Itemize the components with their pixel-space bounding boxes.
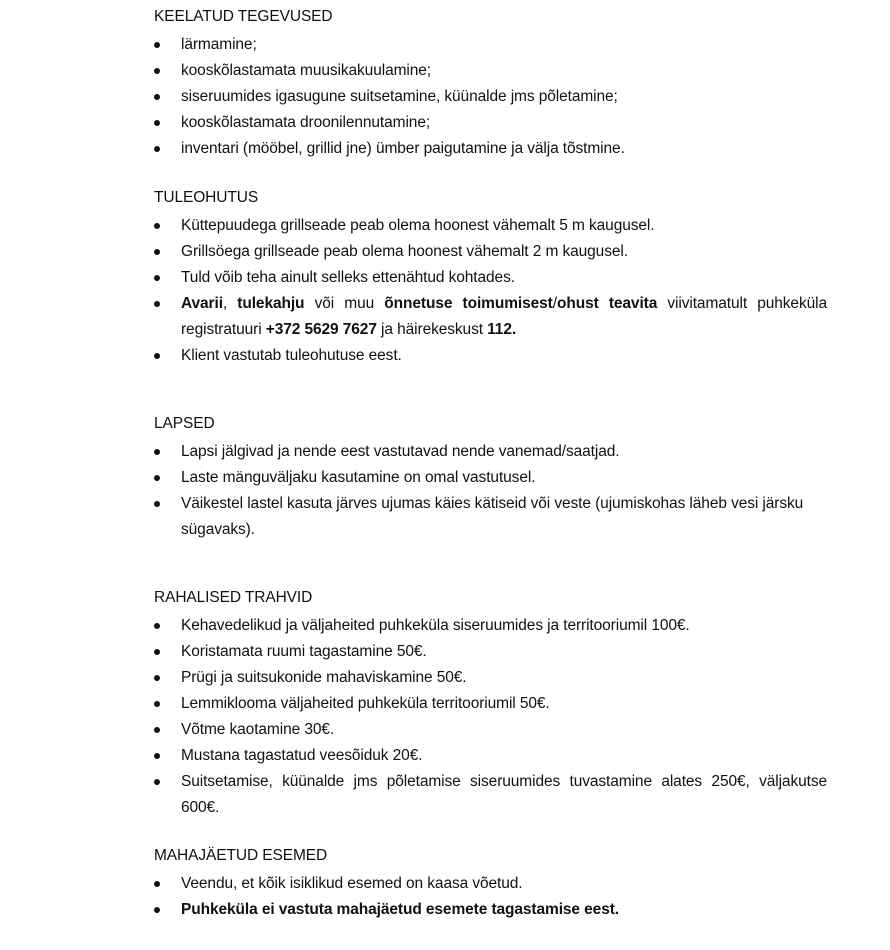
list-item-text: Grillsöega grillseade peab olema hoonest vähemalt 2 m kaugusel. <box>181 243 628 260</box>
bullet-icon <box>154 623 160 629</box>
emergency-number: 112. <box>487 321 517 338</box>
list-item <box>154 639 827 665</box>
list-item-text: Klient vastutab tuleohutuse eest. <box>181 347 402 364</box>
bullet-icon <box>154 753 160 759</box>
bullet-icon <box>154 223 160 229</box>
list-item <box>154 136 827 162</box>
list-item <box>154 717 827 743</box>
bullet-icon <box>154 120 160 126</box>
bullet-icon <box>154 501 160 507</box>
list-item <box>154 84 827 110</box>
emergency-bold-text: ohust teavita <box>556 295 658 312</box>
list-item-text: Küttepuudega grillseade peab olema hoonest vähemalt 5 m kaugusel. <box>181 217 655 234</box>
section-mahajaetud-esemed <box>154 845 827 923</box>
list-item <box>154 343 827 369</box>
section-keelatud-tegevused <box>154 6 827 162</box>
list-item-text: lärmamine; <box>181 36 257 53</box>
emergency-text: / <box>552 295 557 312</box>
list-item <box>154 265 827 291</box>
bullet-icon <box>154 301 160 307</box>
list-item <box>154 691 827 717</box>
section-tuleohutus <box>154 187 827 369</box>
list-item <box>154 32 827 58</box>
bullet-icon <box>154 649 160 655</box>
emergency-text: ja häirekeskust <box>376 321 488 338</box>
bullet-icon <box>154 68 160 74</box>
emergency-bold-text: tulekahju <box>237 295 305 312</box>
bullet-icon <box>154 675 160 681</box>
list-item-text: Lapsi jälgivad ja nende eest vastutavad nende vanemad/saatjad. <box>181 443 620 460</box>
bullet-icon <box>154 353 160 359</box>
bullet-list <box>154 32 827 162</box>
list-item <box>154 58 827 84</box>
bullet-list <box>154 213 827 369</box>
bullet-icon <box>154 249 160 255</box>
emergency-bold-text: Avarii <box>181 295 223 312</box>
bullet-icon <box>154 779 160 785</box>
bullet-icon <box>154 727 160 733</box>
section-lapsed <box>154 413 827 543</box>
document-page <box>154 6 827 923</box>
section-rahalised-trahvid <box>154 587 827 821</box>
bullet-list <box>154 439 827 543</box>
list-item <box>154 613 827 639</box>
section-heading: RAHALISED TRAHVID <box>154 589 313 606</box>
list-item <box>154 465 827 491</box>
emergency-text: , <box>222 295 238 312</box>
list-item <box>154 491 827 543</box>
list-item-text: inventari (mööbel, grillid jne) ümber paigutamine ja välja tõstmine. <box>181 140 625 157</box>
bullet-icon <box>154 94 160 100</box>
list-item <box>154 897 827 923</box>
list-item <box>154 439 827 465</box>
list-item-text: Kehavedelikud ja väljaheited puhkeküla siseruumides ja territooriumil 100€. <box>181 617 690 634</box>
list-item-text: Prügi ja suitsukonide mahaviskamine 50€. <box>181 669 467 686</box>
emergency-bold-text: õnnetuse toimumisest <box>384 295 553 312</box>
bullet-icon <box>154 275 160 281</box>
list-item-text: Veendu, et kõik isiklikud esemed on kaasa võetud. <box>181 875 523 892</box>
list-item-text: kooskõlastamata muusikakuulamine; <box>181 62 431 79</box>
list-item <box>154 769 827 821</box>
bullet-icon <box>154 42 160 48</box>
list-item-text: Lemmiklooma väljaheited puhkeküla territooriumil 50€. <box>181 695 550 712</box>
list-item <box>154 213 827 239</box>
emergency-text: või muu <box>304 295 385 312</box>
emergency-list-item <box>154 291 827 343</box>
list-item-text: Koristamata ruumi tagastamine 50€. <box>181 643 427 660</box>
list-item-text: Võtme kaotamine 30€. <box>181 721 335 738</box>
section-heading: KEELATUD TEGEVUSED <box>154 8 333 25</box>
list-item-text: Laste mänguväljaku kasutamine on omal vastutusel. <box>181 469 536 486</box>
list-item-text: Tuld võib teha ainult selleks ettenähtud kohtades. <box>181 269 515 286</box>
bullet-list <box>154 613 827 821</box>
list-item-text: Puhkeküla ei vastuta mahajäetud esemete tagastamise eest. <box>181 901 619 918</box>
list-item-text: siseruumides igasugune suitsetamine, küünalde jms põletamine; <box>181 88 618 105</box>
list-item <box>154 871 827 897</box>
section-heading: LAPSED <box>154 415 215 432</box>
bullet-icon <box>154 881 160 887</box>
list-item <box>154 743 827 769</box>
list-item-text: Mustana tagastatud veesõiduk 20€. <box>181 747 423 764</box>
bullet-icon <box>154 475 160 481</box>
bullet-icon <box>154 146 160 152</box>
bullet-list <box>154 871 827 923</box>
phone-number: +372 5629 7627 <box>265 321 377 338</box>
bullet-icon <box>154 907 160 913</box>
list-item <box>154 665 827 691</box>
list-item-text: Väikestel lastel kasuta järves ujumas käies kätiseid või veste (ujumiskohas läheb vesi järsku sügavaks). <box>181 495 804 538</box>
emergency-text: viivitamatult puhkeküla registratuuri <box>181 295 827 338</box>
list-item <box>154 239 827 265</box>
bullet-icon <box>154 701 160 707</box>
section-heading: TULEOHUTUS <box>154 189 259 206</box>
list-item <box>154 110 827 136</box>
list-item-text: kooskõlastamata droonilennutamine; <box>181 114 431 131</box>
list-item-text: Suitsetamise, küünalde jms põletamise siseruumides tuvastamine alates 250€, väljakutse 600€. <box>181 773 827 816</box>
bullet-icon <box>154 449 160 455</box>
section-heading: MAHAJÄETUD ESEMED <box>154 847 328 864</box>
